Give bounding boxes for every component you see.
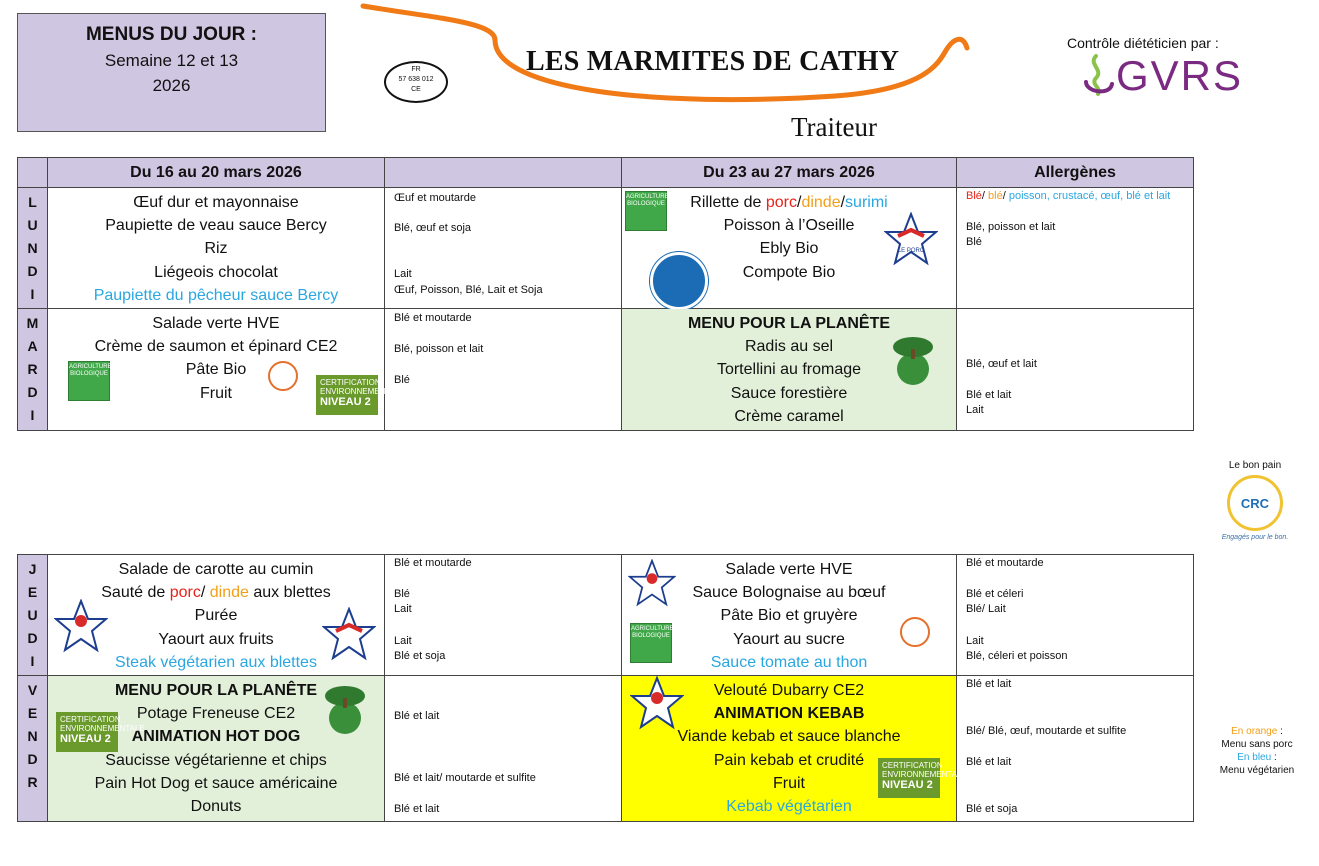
logo-text: AGRICULTURE BIOLOGIQUE xyxy=(626,194,669,207)
organic-logo-icon xyxy=(630,623,672,663)
gvrs-wordmark: GVRS xyxy=(1116,52,1244,99)
animation-title: ANIMATION KEBAB xyxy=(713,705,865,723)
menu-title: MENUS DU JOUR : xyxy=(85,24,257,45)
allergen-line: Blé xyxy=(966,236,982,248)
menu-mardi-w2 xyxy=(622,309,957,431)
allergen-line: Blé et soja xyxy=(394,650,446,662)
allergen-line: Lait xyxy=(394,603,412,615)
dish: Poisson à l’Oseille xyxy=(723,217,855,235)
dish-vegetarian: Kebab végétarien xyxy=(726,798,852,816)
legend-orange-text: Menu sans porc xyxy=(1221,739,1293,750)
dish: Liégeois chocolat xyxy=(154,263,278,281)
dish: Yaourt aux fruits xyxy=(158,630,274,648)
allergen-line: Blé et lait/ moutarde et sulfite xyxy=(394,772,536,784)
menu-jeudi-w1 xyxy=(48,555,385,676)
allergen-line: Blé/ Lait xyxy=(966,603,1006,615)
dish: Salade verte HVE xyxy=(152,315,280,332)
allergens-lundi-w2 xyxy=(957,188,1194,309)
organic-logo-icon xyxy=(625,191,667,231)
dish: Sauce Bolognaise au bœuf xyxy=(692,584,886,602)
day-letter: I xyxy=(30,653,35,669)
planet-menu-title: MENU POUR LA PLANÊTE xyxy=(114,682,318,699)
allergen-line: Lait xyxy=(966,635,984,647)
brand-subtitle: Traiteur xyxy=(791,112,877,142)
dish: Œuf dur et mayonnaise xyxy=(133,194,299,211)
dish: Salade verte HVE xyxy=(725,561,853,578)
dish-dinde: dinde xyxy=(209,584,249,602)
day-letter: M xyxy=(26,315,39,331)
allergen-line: Blé xyxy=(394,374,410,386)
dish: Ebly Bio xyxy=(759,240,819,258)
dish-text: Sauté de xyxy=(101,584,170,602)
day-letter: D xyxy=(27,384,38,400)
allergen-line: Blé et moutarde xyxy=(394,312,472,324)
hve-logo-icon xyxy=(878,758,967,798)
dish: Saucisse végétarienne et chips xyxy=(105,751,327,769)
allergens-jeudi-w2 xyxy=(957,555,1194,676)
gvrs-logo xyxy=(1082,52,1243,100)
dish-vegetarian: Steak végétarien aux blettes xyxy=(115,653,317,671)
allergen-line: Blé/ Blé, œuf, moutarde et sulfite xyxy=(966,725,1127,737)
volaille-francaise-logo-icon xyxy=(630,676,684,730)
day-letter: J xyxy=(28,561,37,577)
day-letter: I xyxy=(30,286,35,302)
allergen-line: Blé, céleri et poisson xyxy=(966,650,1068,662)
day-letter: U xyxy=(27,607,38,623)
dish: Crème de saumon et épinard CE2 xyxy=(94,338,338,356)
stamp-line: FR xyxy=(411,66,421,73)
menu-jeudi-w2 xyxy=(622,555,957,676)
allergen-line: Lait xyxy=(966,404,984,416)
weeks-label: Semaine 12 et 13 xyxy=(104,51,239,70)
logo-text: CERTIFICATION ENVIRONNEMENTALE xyxy=(60,715,145,733)
day-letter: L xyxy=(28,194,37,210)
dish-porc: porc xyxy=(765,194,797,211)
allergen-line: Blé et lait xyxy=(394,710,440,722)
allergen-line: Lait xyxy=(394,268,412,280)
separator: : xyxy=(1277,726,1283,737)
allergens-jeudi-w1 xyxy=(385,555,622,676)
dietician-label: Contrôle diététicien par : xyxy=(1067,35,1219,51)
planet-tree-icon xyxy=(890,335,936,387)
allergen-line: Blé xyxy=(394,588,410,600)
header-day-cell xyxy=(18,158,48,188)
dish-vegetarian: Paupiette du pêcheur sauce Bercy xyxy=(93,286,339,304)
dish: Radis au sel xyxy=(744,338,834,356)
allergen-dinde: blé xyxy=(988,190,1003,202)
dish: Fruit xyxy=(773,774,805,792)
dish: Yaourt au sucre xyxy=(733,630,845,648)
row-vendredi xyxy=(18,676,1194,822)
day-letter: D xyxy=(27,263,38,279)
menu-lundi-w1 xyxy=(48,188,385,309)
allergen-line: Blé, poisson et lait xyxy=(394,343,484,355)
logo-level: NIVEAU 2 xyxy=(60,733,111,745)
hve-logo-icon xyxy=(56,712,145,752)
dish: Pâte Bio et gruyère xyxy=(720,607,858,625)
porc-francais-logo-icon xyxy=(322,607,376,661)
dish: Salade de carotte au cumin xyxy=(118,561,314,578)
day-mardi xyxy=(18,309,48,431)
dish: Fruit xyxy=(200,384,232,402)
day-letter: E xyxy=(27,705,38,721)
dish-fish: Sauce tomate au thon xyxy=(710,653,868,671)
day-letter: D xyxy=(27,751,38,767)
legend-orange xyxy=(1205,725,1309,738)
dish: Velouté Dubarry CE2 xyxy=(713,682,865,699)
allergens-mardi-w2 xyxy=(957,309,1194,431)
dish-text: aux blettes xyxy=(248,584,331,602)
allergen-line: Blé et lait xyxy=(394,803,440,815)
stamp-line: CE xyxy=(411,86,421,93)
crc-label: CRC xyxy=(1240,496,1270,511)
animation-title: ANIMATION HOT DOG xyxy=(131,728,301,746)
menu-table-top xyxy=(17,157,1194,431)
menu-table-bottom xyxy=(17,554,1194,822)
logo-text: CERTIFICATION ENVIRONNEMENTALE xyxy=(882,761,967,779)
header-allergens: Allergènes xyxy=(957,158,1194,188)
logo-text: AGRICULTURE BIOLOGIQUE xyxy=(631,626,674,639)
allergen-line: Œuf et moutarde xyxy=(394,192,476,204)
day-lundi xyxy=(18,188,48,309)
header-blank xyxy=(385,158,622,188)
allergens-vendredi-w2 xyxy=(957,676,1194,822)
allergen-surimi: poisson, crustacé, œuf, blé et lait xyxy=(1008,190,1171,202)
day-letter: V xyxy=(27,682,38,698)
allergen-line xyxy=(966,189,1170,204)
day-letter: A xyxy=(27,338,38,354)
allergen-line: Blé, poisson et lait xyxy=(966,221,1056,233)
day-letter: N xyxy=(27,240,38,256)
day-letter: E xyxy=(27,584,38,600)
stamp-line: 57 638 012 xyxy=(398,76,434,83)
crc-badge-icon xyxy=(1227,475,1283,531)
quality-seal-icon xyxy=(268,361,298,391)
year-label: 2026 xyxy=(152,76,191,95)
allergen-line: Blé et moutarde xyxy=(966,557,1044,569)
dish xyxy=(622,191,956,214)
viande-bovine-logo-icon xyxy=(628,559,676,607)
allergen-line: Blé, œuf et soja xyxy=(394,222,472,234)
allergen-line: Blé et lait xyxy=(966,678,1012,690)
dish-dinde: dinde xyxy=(801,194,841,211)
header-week1: Du 16 au 20 mars 2026 xyxy=(48,158,385,188)
allergen-line: Blé, œuf et lait xyxy=(966,358,1037,370)
row-jeudi xyxy=(18,555,1194,676)
planet-tree-icon xyxy=(322,684,368,736)
peche-durable-logo-icon xyxy=(650,252,708,310)
allergen-line: Lait xyxy=(394,635,412,647)
allergen-line: Œuf, Poisson, Blé, Lait et Soja xyxy=(394,284,543,296)
day-letter: D xyxy=(27,630,38,646)
day-vendredi xyxy=(18,676,48,822)
logo-level: NIVEAU 2 xyxy=(320,396,371,408)
allergen-line: Blé et céleri xyxy=(966,588,1024,600)
separator: / xyxy=(981,190,989,202)
brand-name: LES MARMITES DE CATHY xyxy=(526,46,900,77)
row-lundi xyxy=(18,188,1194,309)
separator: / xyxy=(840,194,846,211)
day-jeudi xyxy=(18,555,48,676)
row-mardi xyxy=(18,309,1194,431)
menu-vendredi-w1 xyxy=(48,676,385,822)
dish-porc: porc xyxy=(169,584,201,602)
separator: / xyxy=(1002,190,1009,202)
menu-vendredi-w2 xyxy=(622,676,967,822)
legend-orange-label: En orange xyxy=(1231,726,1278,737)
dish: Potage Freneuse CE2 xyxy=(136,705,296,723)
dish: Sauce forestière xyxy=(730,384,848,402)
allergens-mardi-w1 xyxy=(385,309,622,431)
day-letter: U xyxy=(27,217,38,233)
crc-tagline: Engagés pour le bon. xyxy=(1221,534,1289,541)
legend-blue-text: Menu végétarien xyxy=(1219,765,1295,776)
dish: Compote Bio xyxy=(742,263,836,281)
separator: / xyxy=(200,584,210,602)
color-legend xyxy=(1205,725,1309,777)
dish: Paupiette de veau sauce Bercy xyxy=(105,217,327,235)
legend-blue xyxy=(1205,751,1309,764)
logo-text: CERTIFICATION ENVIRONNEMENTALE xyxy=(320,378,405,396)
allergen-line: Blé et lait xyxy=(966,389,1012,401)
allergens-lundi-w1 xyxy=(385,188,622,309)
day-letter: R xyxy=(27,774,38,790)
dish: Crème caramel xyxy=(734,407,844,425)
dish: Pâte Bio xyxy=(185,361,247,379)
dish: Pain Hot Dog et sauce américaine xyxy=(94,774,338,792)
separator: / xyxy=(796,194,802,211)
bon-pain-label: Le bon pain xyxy=(1228,460,1282,471)
porc-francais-logo-icon xyxy=(884,212,938,266)
planet-menu-title: MENU POUR LA PLANÊTE xyxy=(687,315,891,332)
dish: Purée xyxy=(194,607,238,625)
dish: Riz xyxy=(204,240,228,258)
bon-pain-logo xyxy=(1217,460,1293,541)
dish: Pain kebab et crudité xyxy=(713,751,865,769)
day-letter: I xyxy=(30,407,35,423)
header-week2: Du 23 au 27 mars 2026 xyxy=(622,158,957,188)
allergen-line: Blé et moutarde xyxy=(394,557,472,569)
menu-lundi-w2 xyxy=(622,188,957,309)
allergen-line: Blé et soja xyxy=(966,803,1018,815)
dish: Donuts xyxy=(190,798,242,816)
allergen-porc: Blé xyxy=(966,190,982,202)
dish: Tortellini au fromage xyxy=(716,361,862,379)
day-letter: R xyxy=(27,361,38,377)
organic-logo-icon xyxy=(68,361,110,401)
allergens-vendredi-w1 xyxy=(385,676,622,822)
allergen-line: Blé et lait xyxy=(966,756,1012,768)
legend-blue-label: En bleu xyxy=(1237,752,1272,763)
logo-label: LE PORC xyxy=(897,248,925,254)
dish-surimi: surimi xyxy=(845,194,888,211)
day-letter: N xyxy=(27,728,38,744)
separator: : xyxy=(1271,752,1277,763)
header-row xyxy=(18,158,1194,188)
volaille-francaise-logo-icon xyxy=(54,599,108,653)
dish-text: Rillette de xyxy=(690,194,766,211)
logo-text: AGRICULTURE BIOLOGIQUE xyxy=(69,364,112,377)
quality-seal-icon xyxy=(900,617,930,647)
title-box xyxy=(17,13,326,132)
logo-level: NIVEAU 2 xyxy=(882,779,933,791)
dish: Viande kebab et sauce blanche xyxy=(677,728,901,746)
steam-icon xyxy=(1082,52,1116,100)
